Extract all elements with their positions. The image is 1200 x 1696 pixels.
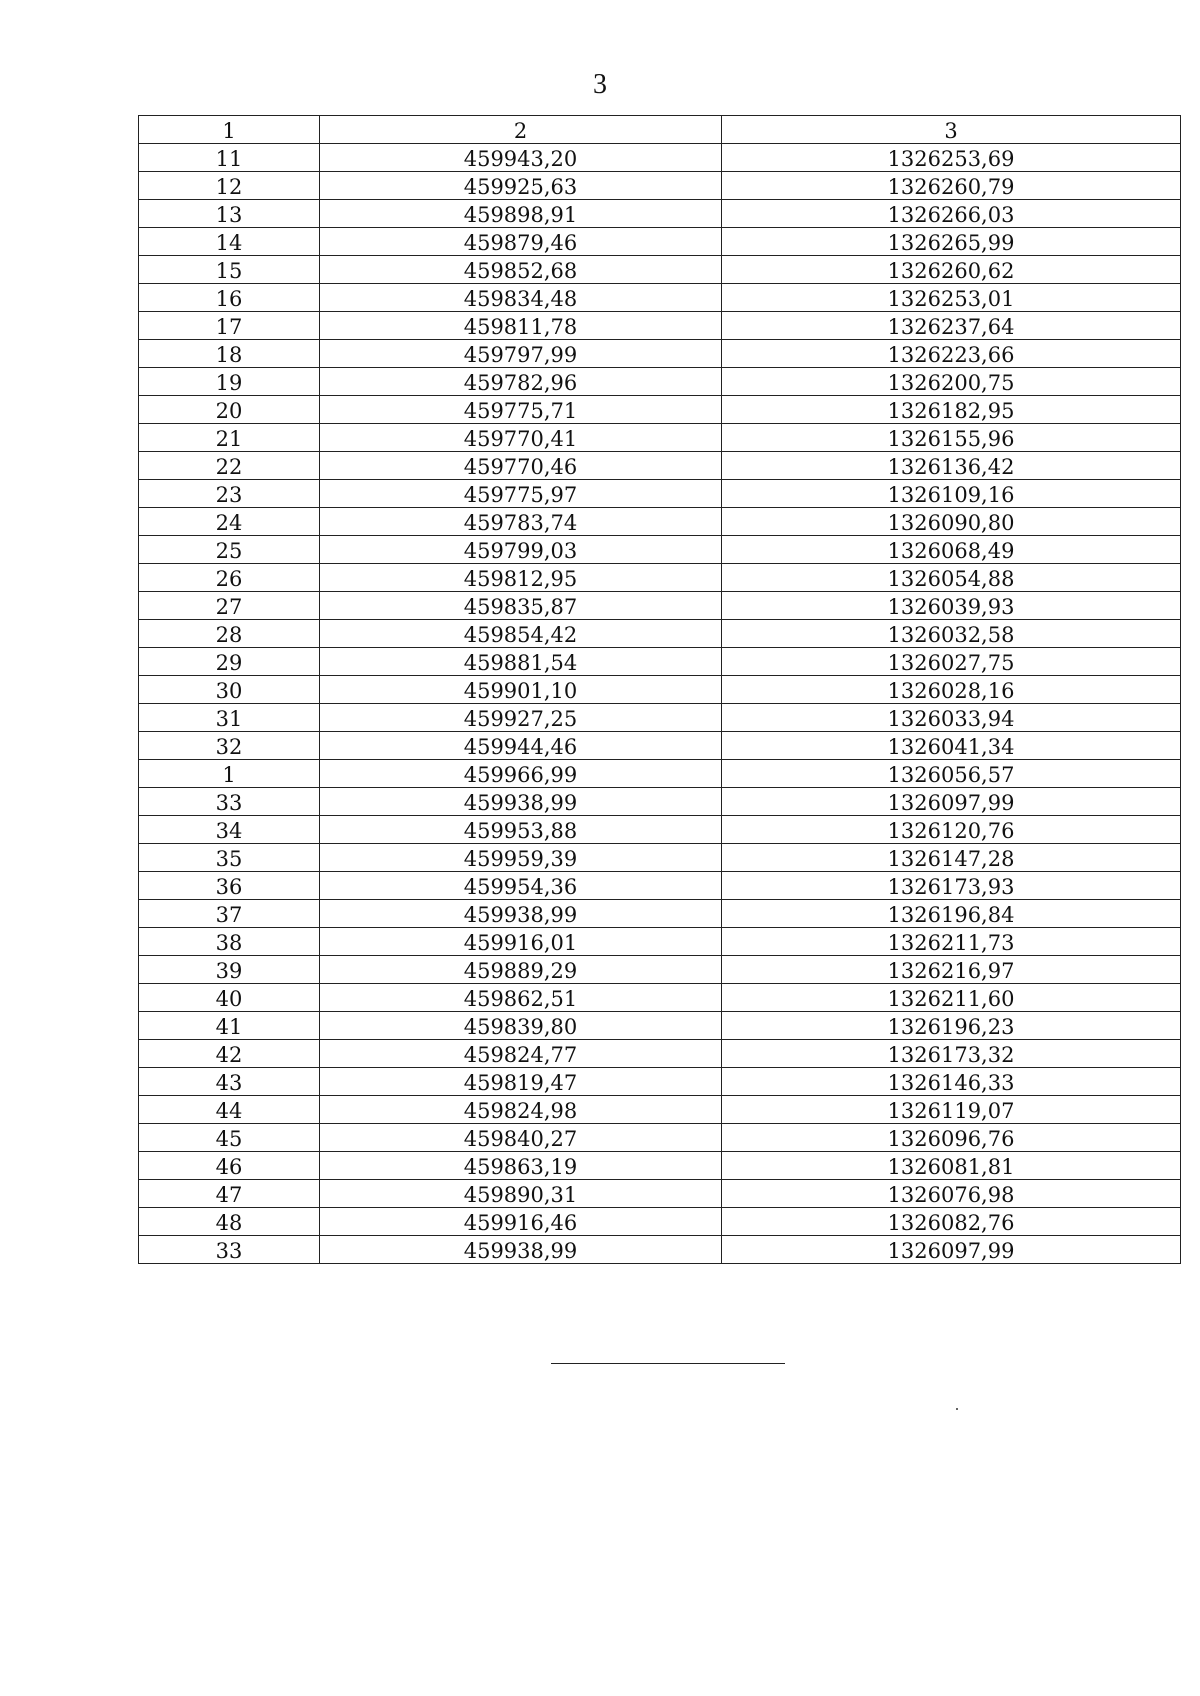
table-row — [139, 844, 1181, 872]
point-number-cell: 28 — [139, 620, 320, 648]
coordinate-y-cell: 1326068,49 — [722, 536, 1181, 564]
point-number-cell: 11 — [139, 144, 320, 172]
table-row — [139, 984, 1181, 1012]
table-row — [139, 312, 1181, 340]
table-row — [139, 648, 1181, 676]
coordinate-x-cell: 459775,71 — [320, 396, 722, 424]
point-number-cell: 38 — [139, 928, 320, 956]
table-row — [139, 1152, 1181, 1180]
point-number-cell: 36 — [139, 872, 320, 900]
point-number-cell: 42 — [139, 1040, 320, 1068]
coordinate-x-cell: 459925,63 — [320, 172, 722, 200]
coordinate-x-cell: 459916,46 — [320, 1208, 722, 1236]
table-row — [139, 228, 1181, 256]
table-row — [139, 1208, 1181, 1236]
end-of-document-rule — [551, 1363, 785, 1364]
point-number-cell: 39 — [139, 956, 320, 984]
coordinate-y-cell: 1326097,99 — [722, 788, 1181, 816]
point-number-cell: 45 — [139, 1124, 320, 1152]
point-number-cell: 22 — [139, 452, 320, 480]
coordinate-y-cell: 1326182,95 — [722, 396, 1181, 424]
table-row — [139, 1040, 1181, 1068]
coordinate-y-cell: 1326119,07 — [722, 1096, 1181, 1124]
point-number-cell: 13 — [139, 200, 320, 228]
coordinate-x-cell: 459770,46 — [320, 452, 722, 480]
table-row — [139, 340, 1181, 368]
coordinate-y-cell: 1326147,28 — [722, 844, 1181, 872]
table-row — [139, 172, 1181, 200]
coordinate-y-cell: 1326096,76 — [722, 1124, 1181, 1152]
coordinate-x-cell: 459938,99 — [320, 788, 722, 816]
table-row — [139, 508, 1181, 536]
coordinate-y-cell: 1326054,88 — [722, 564, 1181, 592]
coordinate-x-cell: 459938,99 — [320, 1236, 722, 1264]
coordinate-x-cell: 459943,20 — [320, 144, 722, 172]
coordinate-y-cell: 1326082,76 — [722, 1208, 1181, 1236]
coordinate-y-cell: 1326253,69 — [722, 144, 1181, 172]
table-row — [139, 284, 1181, 312]
table-row — [139, 256, 1181, 284]
coordinate-y-cell: 1326109,16 — [722, 480, 1181, 508]
point-number-cell: 44 — [139, 1096, 320, 1124]
coordinate-y-cell: 1326253,01 — [722, 284, 1181, 312]
table-row — [139, 424, 1181, 452]
point-number-cell: 1 — [139, 760, 320, 788]
point-number-cell: 40 — [139, 984, 320, 1012]
point-number-cell: 32 — [139, 732, 320, 760]
point-number-cell: 15 — [139, 256, 320, 284]
point-number-cell: 30 — [139, 676, 320, 704]
point-number-cell: 20 — [139, 396, 320, 424]
table-row — [139, 452, 1181, 480]
point-number-cell: 41 — [139, 1012, 320, 1040]
coordinate-x-cell: 459953,88 — [320, 816, 722, 844]
coordinate-y-cell: 1326260,62 — [722, 256, 1181, 284]
coordinate-y-cell: 1326039,93 — [722, 592, 1181, 620]
coordinate-x-cell: 459863,19 — [320, 1152, 722, 1180]
table-header-row — [139, 116, 1181, 144]
point-number-cell: 12 — [139, 172, 320, 200]
point-number-cell: 29 — [139, 648, 320, 676]
table-row — [139, 1096, 1181, 1124]
table-row — [139, 200, 1181, 228]
coordinate-x-cell: 459852,68 — [320, 256, 722, 284]
point-number-cell: 24 — [139, 508, 320, 536]
table-row — [139, 536, 1181, 564]
table-row — [139, 788, 1181, 816]
coordinate-x-cell: 459835,87 — [320, 592, 722, 620]
column-header-3: 3 — [722, 116, 1181, 144]
coordinate-x-cell: 459834,48 — [320, 284, 722, 312]
point-number-cell: 18 — [139, 340, 320, 368]
page-number: 3 — [593, 69, 607, 100]
coordinate-x-cell: 459959,39 — [320, 844, 722, 872]
coordinate-y-cell: 1326097,99 — [722, 1236, 1181, 1264]
coordinate-y-cell: 1326027,75 — [722, 648, 1181, 676]
coordinate-x-cell: 459862,51 — [320, 984, 722, 1012]
point-number-cell: 34 — [139, 816, 320, 844]
coordinate-x-cell: 459944,46 — [320, 732, 722, 760]
coordinate-y-cell: 1326028,16 — [722, 676, 1181, 704]
table-row — [139, 732, 1181, 760]
coordinate-x-cell: 459819,47 — [320, 1068, 722, 1096]
coordinates-table — [138, 115, 1181, 1264]
table-row — [139, 564, 1181, 592]
table-row — [139, 1124, 1181, 1152]
coordinate-y-cell: 1326216,97 — [722, 956, 1181, 984]
coordinate-x-cell: 459812,95 — [320, 564, 722, 592]
table-row — [139, 592, 1181, 620]
table-row — [139, 144, 1181, 172]
table-row — [139, 1236, 1181, 1264]
point-number-cell: 33 — [139, 1236, 320, 1264]
coordinate-y-cell: 1326196,23 — [722, 1012, 1181, 1040]
table-row — [139, 900, 1181, 928]
point-number-cell: 31 — [139, 704, 320, 732]
coordinate-x-cell: 459824,77 — [320, 1040, 722, 1068]
point-number-cell: 25 — [139, 536, 320, 564]
table-row — [139, 620, 1181, 648]
point-number-cell: 35 — [139, 844, 320, 872]
coordinate-x-cell: 459854,42 — [320, 620, 722, 648]
coordinate-y-cell: 1326260,79 — [722, 172, 1181, 200]
point-number-cell: 43 — [139, 1068, 320, 1096]
coordinate-x-cell: 459927,25 — [320, 704, 722, 732]
coordinate-x-cell: 459890,31 — [320, 1180, 722, 1208]
coordinate-y-cell: 1326155,96 — [722, 424, 1181, 452]
coordinate-y-cell: 1326146,33 — [722, 1068, 1181, 1096]
coordinate-y-cell: 1326120,76 — [722, 816, 1181, 844]
coordinate-x-cell: 459775,97 — [320, 480, 722, 508]
coordinate-x-cell: 459839,80 — [320, 1012, 722, 1040]
coordinate-x-cell: 459840,27 — [320, 1124, 722, 1152]
coordinate-y-cell: 1326223,66 — [722, 340, 1181, 368]
table-row — [139, 368, 1181, 396]
coordinate-x-cell: 459954,36 — [320, 872, 722, 900]
column-header-2: 2 — [320, 116, 722, 144]
table-row — [139, 816, 1181, 844]
coordinate-y-cell: 1326056,57 — [722, 760, 1181, 788]
point-number-cell: 19 — [139, 368, 320, 396]
table-row — [139, 1068, 1181, 1096]
coordinate-y-cell: 1326173,93 — [722, 872, 1181, 900]
point-number-cell: 27 — [139, 592, 320, 620]
table-row — [139, 480, 1181, 508]
point-number-cell: 21 — [139, 424, 320, 452]
coordinate-x-cell: 459824,98 — [320, 1096, 722, 1124]
coordinate-y-cell: 1326032,58 — [722, 620, 1181, 648]
coordinate-x-cell: 459881,54 — [320, 648, 722, 676]
coordinate-y-cell: 1326136,42 — [722, 452, 1181, 480]
table-row — [139, 928, 1181, 956]
coordinate-x-cell: 459916,01 — [320, 928, 722, 956]
point-number-cell: 37 — [139, 900, 320, 928]
point-number-cell: 48 — [139, 1208, 320, 1236]
coordinate-y-cell: 1326173,32 — [722, 1040, 1181, 1068]
coordinate-y-cell: 1326196,84 — [722, 900, 1181, 928]
coordinate-x-cell: 459770,41 — [320, 424, 722, 452]
table-row — [139, 1180, 1181, 1208]
coordinate-y-cell: 1326266,03 — [722, 200, 1181, 228]
coordinate-x-cell: 459898,91 — [320, 200, 722, 228]
coordinate-x-cell: 459889,29 — [320, 956, 722, 984]
point-number-cell: 47 — [139, 1180, 320, 1208]
table-row — [139, 704, 1181, 732]
coordinate-y-cell: 1326033,94 — [722, 704, 1181, 732]
coordinate-y-cell: 1326211,73 — [722, 928, 1181, 956]
coordinate-x-cell: 459797,99 — [320, 340, 722, 368]
table-row — [139, 396, 1181, 424]
coordinate-y-cell: 1326200,75 — [722, 368, 1181, 396]
coordinate-y-cell: 1326237,64 — [722, 312, 1181, 340]
coordinate-x-cell: 459938,99 — [320, 900, 722, 928]
scan-speck — [956, 1408, 958, 1410]
coordinate-y-cell: 1326265,99 — [722, 228, 1181, 256]
coordinate-y-cell: 1326211,60 — [722, 984, 1181, 1012]
coordinate-y-cell: 1326090,80 — [722, 508, 1181, 536]
point-number-cell: 23 — [139, 480, 320, 508]
coordinate-x-cell: 459799,03 — [320, 536, 722, 564]
point-number-cell: 14 — [139, 228, 320, 256]
table-row — [139, 1012, 1181, 1040]
point-number-cell: 17 — [139, 312, 320, 340]
coordinate-y-cell: 1326076,98 — [722, 1180, 1181, 1208]
coordinate-x-cell: 459879,46 — [320, 228, 722, 256]
table-body — [139, 116, 1181, 1264]
table-row — [139, 760, 1181, 788]
point-number-cell: 26 — [139, 564, 320, 592]
column-header-1: 1 — [139, 116, 320, 144]
coordinate-x-cell: 459901,10 — [320, 676, 722, 704]
table-row — [139, 676, 1181, 704]
point-number-cell: 46 — [139, 1152, 320, 1180]
table-row — [139, 956, 1181, 984]
point-number-cell: 16 — [139, 284, 320, 312]
coordinate-x-cell: 459783,74 — [320, 508, 722, 536]
coordinate-y-cell: 1326081,81 — [722, 1152, 1181, 1180]
point-number-cell: 33 — [139, 788, 320, 816]
table-row — [139, 872, 1181, 900]
coordinate-x-cell: 459782,96 — [320, 368, 722, 396]
coordinate-x-cell: 459811,78 — [320, 312, 722, 340]
coordinate-y-cell: 1326041,34 — [722, 732, 1181, 760]
coordinate-x-cell: 459966,99 — [320, 760, 722, 788]
